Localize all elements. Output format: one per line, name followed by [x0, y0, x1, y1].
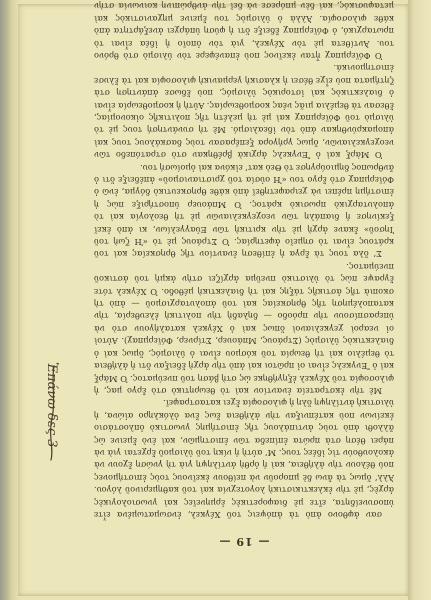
handwritten-note-text: Ἐπάνω δες 3 [44, 362, 59, 448]
handwritten-margin-note [18, 356, 68, 466]
paragraph: Ὁ Φόϊερμπαχ ἦταν ἐκεῖνος ποὺ ἐπανέφερε τὸν ὑλισμὸ στὸ θρόνο του. Ἀντίθετα μὲ τὸν Χέγκελ, γιὰ τὸν ὁποῖο ἡ ἰδέα εἶναι τὸ πρωταρχικό, ὁ Φόϊερμπαχ ἔδειξε ὅτι ἡ φύση ὑπάρχει ἀνεξάρτητα ἀπὸ κάθε φιλοσοφία. Ἀλλὰ ὁ ὑλισμὸς του ἔμεινε μηχανιστικὸς καὶ μεταφυσικός, καὶ δὲν μπόρεσε νὰ δεῖ τὴν ἀνθρώπινη κοινωνία στὴν [94, 1, 394, 61]
page-text-block [94, 1, 394, 548]
paragraph: σαν ἀφθονο ἀπὸ τὰ ἀπόψεις τοῦ Χέγκελ, ἐνσωματωμένα εἶτε ὑποσυνείδητα, εἴτε μὲ διαφορετικὲς ἑρμηνεῖες καὶ γνωσιολογικὲς ἀρχὲς, μὲ τὴν ἐκλεκτικιστικὴ λογοτεχνία καὶ τοῦ καθημερινοῦ λόγου. Ἀλλ’ ὅμως τὰ ἄνω δὲ μποροῦν νὰ πείθουν ἐκεῖνους τοὺς ἐπιστήμονες ποὺ θέλουν τὴν ἀλήθεια, καὶ ἡ ὀρθὴ ἀντίληψη γιὰ τὴ γνώση ἔχουν νὰ ἀκολουθούν τὶς ἰδέες τους. Μ’ αὐτὴ ἡ νίκη τοῦ ὑλισμοῦ ἔρχεται γιὰ νὰ πάρει θέση στὰ πρώτα ἐπίπεδα τῶν ἐπιστημῶν, καὶ ἐνὸ ἔμεινε ὡς ἄλλοθι ἀπὸ τοὺς ἀντιπάλους τῆς ἐπιστήμης γνωστικὸ ὁπλοστάσιο ἐκείνων ποὺ κατέπνιξαν τὴν ἀλήθεια ἕως ἔνα ὁλόκληρο αἰώνα, ἡ ὑλιστικὴ ἀντίληψη ὅλη ἡ φιλοσοφία ἔχει καταστραφεῖ. [94, 398, 394, 520]
paragraph: Σ’ ὅλα τους τὰ ἔργα ἡ ἐπίθεση ἐναντίον τῆς θρησκείας καὶ τοῦ κράτους εἶναι τὸ σημεῖο ἀφετηρίας. Ὁ Στράους μὲ τὸ «Ἡ ζωὴ τοῦ Ἰησοῦ» ἔκανε ἀρχὴ μὲ τὴν κριτικὴ τῶν Εὐαγγελίων, κι ἀπὸ ἐκεῖ ξεκίνησε ἡ διαπάλη τῶν νεοχεγκελιανῶν μὲ τὴ θεολογία καὶ τὸ ἀπολυταρχικὸ πρωσικὸ κράτος. Ὁ Μπάουερ ὑποστήριξε πὼς ἡ ἐπιστήμη πρέπει νὰ χειραφετηθεῖ ἀπὸ κάθε θρησκευτικὸ δόγμα, ἐνῶ ὁ Φόϊερμπαχ στὸ ἔργο του «Ἡ οὐσία τοῦ χριστιανισμοῦ» ἀπέδειξε ὅτι ὁ ἄνθρωπος δημιούργησε τὸ Θεὸ κατ’ εἰκόνα καὶ ὁμοίωσή του. [94, 162, 394, 260]
paragraph: Μὲ τὴν ἐκστρατεία ἐναντίον καὶ τὸ θεωρητικὸ στὸ ἔργο μας, ἡ φιλοσοφία τοῦ Χέγκελ ἐξηγήθηκε ὡς στὴ βάση τοῦ πνεύματος. Ὁ Μὰρξ καὶ ὁ Ἔνγκελς εἶναι οἱ πρῶτοι καὶ ἀπὸ τὴν ἀρχὴ ἔδειξαν ὅτι ἡ ἀλήθεια τὸ θεμέλιο καὶ τὴ θεωρία τοῦ κόσμου εἶναι ὁ ὑλισμός, ὅμως καὶ ὁ διαλεκτικὸς ὑλισμὸς (Στράους, Μπάουερ, Στίρνερ, Φόϊερμπαχ). Αὐτοὶ οἱ νεαροὶ χεγκελιανοὶ ὅπως καὶ ὁ Χέγκελ καταλήγουν στὸ νὰ ὑπερασπίσουν τὴν πρόοδο — δηλαδὴ τὴν πολιτικὴ ἐλευθερία, τὴν καταπολέμηση τῆς θρησκείας καὶ τοῦ ἀπολυταρχισμοῦ — ἀπὸ τὴ σκοπιὰ τῆς ἀστικῆς τάξης καὶ τὴ διαλεκτικὴ μέθοδο. Ὁ Χέγκελ τότε ἔγραψε πὼς τὸ ὑλιστικὸ πνεῦμα ἀρχίζει στὴν ἀκμὴ τοῦ ἀστικοῦ πνεύματος. [94, 261, 394, 396]
paragraph: Ὁ Μὰρξ καὶ ὁ Ἔνγκελς ἀρχικὰ βρέθηκαν στὸ στρατόπεδο τῶν νεοχεγκελιανῶν, ὅμως γρήγορα ξεπέρασαν τοὺς δασκάλους τους καὶ ἀπομακρύνθηκαν ἀπὸ τὸν ἰδεαλισμό. Μὲ τὴ συνάντησή τους μὲ τὸ ὑλισμὸ τοῦ Φόϊερμπαχ καὶ μὲ τὴ μελέτη τῆς πολιτικῆς οἰκονομίας, ἔθεσαν τὰ θεμέλια μιᾶς νέας κοσμοθεωρίας. Αὐτὴ ἡ κοσμοθεωρία εἶναι ὁ διαλεκτικὸς καὶ ἱστορικὸς ὑλισμός, ποὺ ἔδωσε ἀπάντηση στὰ ζητήματα ποὺ εἶχε θέσει ἡ κλασικὴ γερμανικὴ φιλοσοφία καὶ τὰ ἔλυσε ἐπιστημονικά. [94, 63, 394, 161]
page-edge [408, 0, 431, 600]
page-number: — 19 — [218, 535, 270, 548]
